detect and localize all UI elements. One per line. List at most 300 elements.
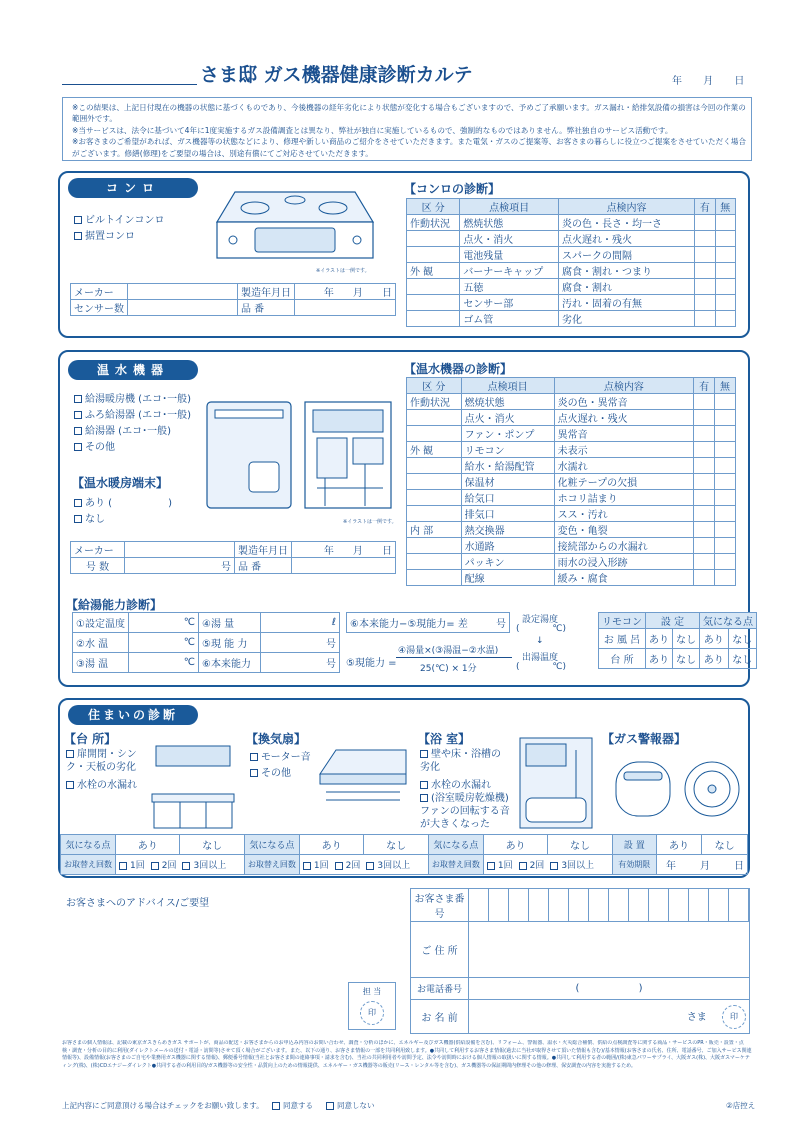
staff-seal[interactable]: 印 bbox=[360, 1001, 384, 1025]
wh-diag-row bbox=[407, 570, 736, 586]
wh-diag-cell bbox=[407, 426, 462, 442]
konro-sensor-field[interactable] bbox=[128, 300, 238, 316]
wh-diag-row bbox=[407, 426, 736, 442]
checkbox-icon bbox=[250, 769, 258, 777]
customer-number-digit[interactable] bbox=[669, 889, 689, 921]
replace-option-label: 1回 bbox=[130, 861, 145, 871]
wh-diag-cell bbox=[407, 410, 462, 426]
kitchen-item-1[interactable]: 扉開閉・シンク・天板の劣化 bbox=[66, 749, 137, 773]
capacity-label: ⑤現 能 力 bbox=[199, 633, 261, 653]
replace-option[interactable] bbox=[303, 861, 329, 871]
home-replace-options[interactable] bbox=[299, 855, 428, 875]
home-concern-label: 気になる点 bbox=[244, 835, 299, 855]
alarm-install-no[interactable]: なし bbox=[702, 835, 748, 855]
wh-diag-cell: 異常音 bbox=[554, 426, 694, 442]
temp-arrow-icon: ↓ bbox=[536, 636, 544, 646]
capacity-formula-num: ④湯量×(③湯温−②水温) bbox=[398, 646, 499, 656]
water-heater-diag-table bbox=[406, 377, 736, 586]
note-3: ※お客さまのご希望があれば、ガス機器等の状態などにより、修理や新しい商品のご紹介をさせていただきます。また電気・ガスのご提案等、お客さまの暮らしに役立つご提案をさせていただく場合がございます。修繕(修理)をご要望の場合は、別途有償にてご対応させていただきます。 bbox=[72, 137, 746, 158]
konro-diag-yes-check[interactable] bbox=[695, 295, 715, 311]
header-date: 年 月 日 bbox=[672, 76, 745, 87]
wh-diag-cell bbox=[407, 570, 462, 586]
remote-option[interactable]: あり bbox=[700, 629, 729, 649]
capacity-value[interactable]: ℃ bbox=[129, 653, 199, 673]
customer-number-field[interactable] bbox=[469, 889, 750, 922]
replace-option-label: 2回 bbox=[529, 861, 545, 871]
konro-diag-cell: 腐食・割れ bbox=[559, 279, 695, 295]
wh-diag-yes-check[interactable] bbox=[694, 458, 715, 474]
header-name-line bbox=[62, 84, 197, 85]
konro-diag-no-check[interactable] bbox=[715, 311, 735, 327]
checkbox-icon bbox=[487, 862, 495, 870]
wh-mfg-field[interactable]: 年 月 日 bbox=[292, 542, 396, 558]
konro-diag-yes-check[interactable] bbox=[695, 263, 715, 279]
konro-option-builtin[interactable]: ビルトインコンロ bbox=[74, 211, 165, 226]
konro-diag-cell: 燃焼状態 bbox=[460, 215, 559, 231]
capacity-formula-den: 25(℃) × 1分 bbox=[420, 664, 477, 674]
staff-label: 担 当 bbox=[362, 987, 382, 996]
replace-option-label: 3回以上 bbox=[561, 861, 595, 871]
capacity-value[interactable]: ℓ bbox=[261, 613, 340, 633]
formula-divider bbox=[396, 657, 512, 658]
konro-diag-row bbox=[407, 295, 736, 311]
customer-number-digit[interactable] bbox=[469, 889, 489, 921]
checkbox-icon bbox=[74, 216, 82, 224]
konro-diag-cell: 劣化 bbox=[559, 311, 695, 327]
replace-option-label: 3回以上 bbox=[377, 861, 411, 871]
konro-diag-cell: バーナーキャップ bbox=[460, 263, 559, 279]
wh-diag-cell: ホコリ詰まり bbox=[554, 490, 694, 506]
wh-diag-no-check[interactable] bbox=[715, 538, 736, 554]
wh-diag-header-row bbox=[407, 378, 736, 394]
konro-maker-field[interactable] bbox=[128, 284, 238, 300]
remote-option[interactable]: なし bbox=[673, 629, 700, 649]
home-concern-yes[interactable]: あり bbox=[299, 835, 363, 855]
wh-diag-row bbox=[407, 442, 736, 458]
konro-info-table bbox=[70, 283, 396, 316]
wh-diag-yes-check[interactable] bbox=[694, 538, 715, 554]
wh-diag-cell: 接続部からの水漏れ bbox=[554, 538, 694, 554]
set-temp-field[interactable]: ( ℃) bbox=[516, 624, 566, 634]
wh-diag-yes-check[interactable] bbox=[694, 442, 715, 458]
wh-diag-cell bbox=[407, 554, 462, 570]
bath-item-1[interactable]: 壁や床・浴槽の劣化 bbox=[420, 749, 501, 773]
wh-diag-yes-check[interactable] bbox=[694, 410, 715, 426]
konro-illustration-note: ※イラストは一例です。 bbox=[316, 268, 370, 274]
kitchen-item-2[interactable]: 水栓の水漏れ bbox=[66, 776, 137, 791]
remote-option[interactable]: あり bbox=[700, 649, 729, 669]
wh-diag-cell: 水通路 bbox=[461, 538, 554, 554]
capacity-label: ②水 温 bbox=[73, 633, 129, 653]
customer-number-digit[interactable] bbox=[709, 889, 729, 921]
konro-diag-table bbox=[406, 198, 736, 327]
konro-diag-no-check[interactable] bbox=[715, 231, 735, 247]
out-temp-field[interactable]: ( ℃) bbox=[516, 662, 566, 672]
wh-diag-no-check[interactable] bbox=[715, 570, 736, 586]
capacity-title: 【給湯能力診断】 bbox=[66, 598, 163, 612]
wh-diag-row bbox=[407, 394, 736, 410]
customer-number-digit[interactable] bbox=[529, 889, 549, 921]
wh-diag-row bbox=[407, 554, 736, 570]
shop-copy-label: ②店控え bbox=[726, 1101, 756, 1110]
konro-diag-cell: 点火遅れ・残火 bbox=[559, 231, 695, 247]
wh-diag-cell: 水濡れ bbox=[554, 458, 694, 474]
konro-mfg-field[interactable]: 年 月 日 bbox=[295, 284, 396, 300]
konro-diag-cell: 外 観 bbox=[407, 263, 460, 279]
wh-diag-cell: 熱交換器 bbox=[461, 522, 554, 538]
konro-diag-no-check[interactable] bbox=[715, 295, 735, 311]
customer-name-field[interactable]: さま 印 bbox=[469, 1000, 750, 1034]
water-heater-option-label: その他 bbox=[85, 442, 115, 453]
konro-diag-cell: 炎の色・長さ・均一さ bbox=[559, 215, 695, 231]
replace-option[interactable] bbox=[366, 861, 410, 871]
checkbox-icon bbox=[74, 499, 82, 507]
wh-diag-cell: 内 部 bbox=[407, 522, 462, 538]
wh-number-field[interactable]: 号 bbox=[125, 558, 235, 574]
wh-diag-cell: 作動状況 bbox=[407, 394, 462, 410]
konro-diag-cell: 点火・消火 bbox=[460, 231, 559, 247]
wh-diag-cell: 炎の色・異常音 bbox=[554, 394, 694, 410]
notes bbox=[72, 102, 752, 159]
wh-diag-yes-check[interactable] bbox=[694, 394, 715, 410]
wh-maker-label: メーカー bbox=[71, 542, 125, 558]
home-replace-row bbox=[61, 855, 748, 875]
konro-diag-yes-check[interactable] bbox=[695, 247, 715, 263]
wh-diag-cell: 点火・消火 bbox=[461, 410, 554, 426]
capacity-row bbox=[73, 653, 340, 673]
home-concern-yes[interactable]: あり bbox=[483, 835, 547, 855]
wh-diag-no-check[interactable] bbox=[715, 554, 736, 570]
checkbox-icon bbox=[74, 411, 82, 419]
customer-number-digit[interactable] bbox=[729, 889, 749, 921]
home-concern-no[interactable]: なし bbox=[180, 835, 244, 855]
checkbox-icon bbox=[74, 515, 82, 523]
wh-mfg-label: 製造年月日 bbox=[235, 542, 292, 558]
alarm-expiry-field[interactable] bbox=[656, 855, 747, 875]
terminal-option-yes[interactable]: あり ( ) bbox=[74, 494, 172, 509]
staff-box bbox=[348, 982, 396, 1030]
wh-diag-cell: パッキン bbox=[461, 554, 554, 570]
konro-diag-row bbox=[407, 279, 736, 295]
wh-diag-cell: 雨水の浸入形跡 bbox=[554, 554, 694, 570]
home-concern-label: 気になる点 bbox=[428, 835, 483, 855]
remote-header-cell: 設 定 bbox=[646, 613, 700, 629]
capacity-row bbox=[73, 633, 340, 653]
wh-diag-no-check[interactable] bbox=[715, 458, 736, 474]
wh-diag-cell: 排気口 bbox=[461, 506, 554, 522]
konro-model-label: 品 番 bbox=[238, 300, 295, 316]
checkbox-icon bbox=[119, 862, 127, 870]
konro-diag-no-check[interactable] bbox=[715, 279, 735, 295]
konro-sensor-label: センサー数 bbox=[71, 300, 128, 316]
replace-option-label: 3回以上 bbox=[193, 861, 227, 871]
replace-option[interactable] bbox=[151, 861, 177, 871]
replace-option[interactable] bbox=[182, 861, 226, 871]
water-heater-option-label: 給湯器 (エコ･一般) bbox=[85, 426, 171, 437]
home-concern-no[interactable]: なし bbox=[364, 835, 428, 855]
home-label: 住まいの診断 bbox=[68, 705, 198, 725]
alarm-install-yes[interactable]: あり bbox=[656, 835, 702, 855]
capacity-label: ⑥本来能力 bbox=[199, 653, 261, 673]
customer-phone-field[interactable]: ( ) bbox=[469, 978, 750, 1000]
wh-diag-header-cell: 無 bbox=[715, 378, 736, 394]
konro-diag-yes-check[interactable] bbox=[695, 311, 715, 327]
konro-diag-no-check[interactable] bbox=[715, 247, 735, 263]
customer-number-digit[interactable] bbox=[589, 889, 609, 921]
wh-model-field[interactable] bbox=[292, 558, 396, 574]
wh-diag-cell: 点火遅れ・残火 bbox=[554, 410, 694, 426]
wh-diag-cell: 外 観 bbox=[407, 442, 462, 458]
home-concern-row bbox=[61, 835, 748, 855]
konro-label: コンロ bbox=[68, 178, 198, 198]
wh-diag-header-cell: 点検項目 bbox=[461, 378, 554, 394]
wh-diag-no-check[interactable] bbox=[715, 442, 736, 458]
wh-diag-cell: 燃焼状態 bbox=[461, 394, 554, 410]
wh-diag-no-check[interactable] bbox=[715, 426, 736, 442]
remote-label: 台 所 bbox=[599, 649, 646, 669]
expiry-month: 月 bbox=[700, 861, 710, 872]
wh-diag-row bbox=[407, 506, 736, 522]
checkbox-icon bbox=[303, 862, 311, 870]
konro-diag-cell bbox=[407, 295, 460, 311]
checkbox-icon bbox=[420, 794, 428, 802]
home-replace-options[interactable] bbox=[483, 855, 612, 875]
home-concern-no[interactable]: なし bbox=[548, 835, 612, 855]
wh-diag-no-check[interactable] bbox=[715, 522, 736, 538]
remote-table bbox=[598, 612, 757, 669]
range-hood-illustration-icon bbox=[316, 744, 408, 824]
wh-diag-yes-check[interactable] bbox=[694, 506, 715, 522]
konro-diag-row bbox=[407, 247, 736, 263]
wh-diag-cell bbox=[407, 474, 462, 490]
wh-diag-yes-check[interactable] bbox=[694, 490, 715, 506]
water-heater-option[interactable] bbox=[74, 438, 115, 453]
replace-option[interactable] bbox=[119, 861, 145, 871]
customer-number-digit[interactable] bbox=[689, 889, 709, 921]
replace-option-label: 2回 bbox=[345, 861, 361, 871]
checkbox-icon bbox=[74, 395, 82, 403]
water-heater-option[interactable] bbox=[74, 406, 191, 421]
set-temp-label: 設定湯度 bbox=[522, 615, 559, 625]
checkbox-icon bbox=[550, 862, 558, 870]
wh-diag-cell: 化粧テープの欠損 bbox=[554, 474, 694, 490]
wh-diag-cell bbox=[407, 506, 462, 522]
terminal-title: 【温水暖房端末】 bbox=[72, 476, 169, 490]
konro-diag-header-cell: 点検内容 bbox=[559, 199, 695, 215]
page-title: さま邸 ガス機器健康診断カルテ bbox=[200, 64, 473, 86]
wh-diag-cell: 給水・給湯配管 bbox=[461, 458, 554, 474]
konro-diag-yes-check[interactable] bbox=[695, 279, 715, 295]
alarm-title: 【ガス警報器】 bbox=[602, 732, 687, 746]
checkbox-icon bbox=[74, 443, 82, 451]
terminal-option-no[interactable]: なし bbox=[74, 510, 105, 525]
remote-option[interactable]: なし bbox=[728, 629, 757, 649]
wh-diag-header-cell: 有 bbox=[694, 378, 715, 394]
water-heater-option-label: ふろ給湯器 (エコ･一般) bbox=[85, 410, 191, 421]
note-2: ※当サービスは、法令に基づいて4年に1度実施するガス設備調査とは異なり、弊社が独自に実施しているもので、強制的なものではありません。弊社独自のサービス活動です。 bbox=[72, 125, 673, 135]
note-1: ※この結果は、上記日付現在の機器の状態に基づくものであり、今後機器の経年劣化により状態が変化する場合もございますので、予めご了承願います。ガス漏れ・給排気設備の損害は今回の作業の範囲外です。 bbox=[72, 103, 746, 124]
konro-diag-no-check[interactable] bbox=[715, 263, 735, 279]
customer-number-label: お客さま番 号 bbox=[411, 889, 469, 922]
checkbox-icon bbox=[74, 427, 82, 435]
alarm-expiry-label: 有効期限 bbox=[612, 855, 656, 875]
customer-number-digit[interactable] bbox=[509, 889, 529, 921]
capacity-value[interactable]: ℃ bbox=[129, 633, 199, 653]
water-heater-illustration-icon bbox=[205, 398, 395, 516]
wh-diag-cell: 緩み・腐食 bbox=[554, 570, 694, 586]
konro-diag-cell: 電池残量 bbox=[460, 247, 559, 263]
water-heater-option[interactable] bbox=[74, 390, 191, 405]
konro-diag-cell: スパークの間隔 bbox=[559, 247, 695, 263]
capacity-value[interactable]: ℃ bbox=[129, 613, 199, 633]
wh-diag-cell bbox=[407, 458, 462, 474]
consent-agree[interactable]: 同意する bbox=[272, 1100, 313, 1111]
wh-diag-yes-check[interactable] bbox=[694, 522, 715, 538]
remote-option[interactable]: なし bbox=[673, 649, 700, 669]
checkbox-icon bbox=[366, 862, 374, 870]
wh-diag-yes-check[interactable] bbox=[694, 426, 715, 442]
privacy-fine-print: お客さまの個人情報は、記載の東京ガスきらめきガス サポートが、商品の配送・お客さまからのお申込み内容のお問い合わせ、調査・分析のほかに、エネルギー及びガス機器(供給設備を含む)、リフォーム、警報器、温水・火災総合補償、供給の点検調査等に関する商品・サービスのPR・販売・設置・点検・調査・分析の目的に利用(ダイレクトメールの送付・電話・訪問等)させて頂く場合がございます。また、以下の通り、お客さま情報の一部を共同利用致します。●共同して利用するお客さま情報(過去に当社が取得させて頂いた情報も含む)/基本情報(お客さまの氏名、住所、電話番号、ご加入サービス関連情報等)、設備情報(お客さまのご自宅や業務用ガス機器に関する情報)、郵便番号情報(当社とお客さま間の連絡事項・請求を含む)、当社の共同利用者や訪問予定、法令や訪問時における個人情報の取扱いに関する情報。●共同して利用する者の範囲/(株)東急パワーサプライ、大阪ガス(株)、大阪ガスマーケティング(株)、(株)CDエナジーダイレクト●共同する者の利用目的/ガス機器等の安全性・品質向上のための情報提供、エネルギー・ガス機器等の販売(リース・レンタル等を含む)、ガス機器等の保証期間内修理その他の修理、保安調査の内容を実施するため。 bbox=[62, 1040, 752, 1069]
checkbox-icon bbox=[250, 753, 258, 761]
customer-number-digit[interactable] bbox=[549, 889, 569, 921]
wh-diag-no-check[interactable] bbox=[715, 474, 736, 490]
customer-phone-label: お電話番号 bbox=[411, 978, 469, 1000]
consent-disagree[interactable]: 同意しない bbox=[326, 1100, 375, 1111]
customer-address-field[interactable] bbox=[469, 922, 750, 978]
wh-diag-row bbox=[407, 538, 736, 554]
customer-number-digit[interactable] bbox=[609, 889, 629, 921]
remote-option[interactable]: なし bbox=[728, 649, 757, 669]
konro-diag-row bbox=[407, 215, 736, 231]
konro-diag-cell: 腐食・割れ・つまり bbox=[559, 263, 695, 279]
konro-diag-no-check[interactable] bbox=[715, 215, 735, 231]
customer-table bbox=[410, 888, 750, 1034]
wh-diag-header-cell: 点検内容 bbox=[554, 378, 694, 394]
wh-diag-row bbox=[407, 522, 736, 538]
replace-option-label: 1回 bbox=[497, 861, 513, 871]
wh-model-label: 品 番 bbox=[235, 558, 292, 574]
konro-diag-row bbox=[407, 231, 736, 247]
expiry-day: 日 bbox=[734, 861, 744, 872]
replace-option[interactable] bbox=[335, 861, 361, 871]
remote-header-row bbox=[599, 613, 757, 629]
customer-number-digit[interactable] bbox=[569, 889, 589, 921]
konro-diag-cell: 五徳 bbox=[460, 279, 559, 295]
capacity-row bbox=[73, 613, 340, 633]
wh-diag-yes-check[interactable] bbox=[694, 570, 715, 586]
home-replace-label: お取替え回数 bbox=[244, 855, 299, 875]
bathroom-illustration-icon bbox=[518, 736, 594, 830]
customer-number-digit[interactable] bbox=[489, 889, 509, 921]
alarm-install-label: 設 置 bbox=[612, 835, 656, 855]
konro-diag-cell bbox=[407, 247, 460, 263]
customer-number-digit[interactable] bbox=[649, 889, 669, 921]
customer-number-digit[interactable] bbox=[629, 889, 649, 921]
konro-diag-cell bbox=[407, 279, 460, 295]
fan-item-2[interactable]: その他 bbox=[250, 764, 291, 779]
konro-diag-cell: 作動状況 bbox=[407, 215, 460, 231]
water-heater-option[interactable] bbox=[74, 422, 171, 437]
home-replace-label: お取替え回数 bbox=[428, 855, 483, 875]
checkbox-icon bbox=[66, 750, 74, 758]
capacity-diff-field[interactable]: ⑥本来能力−⑤現能力= 差 号 bbox=[347, 613, 510, 633]
capacity-value[interactable]: 号 bbox=[261, 633, 340, 653]
customer-seal[interactable]: 印 bbox=[722, 1005, 746, 1029]
wh-diag-header-cell: 区 分 bbox=[407, 378, 462, 394]
capacity-label: ①設定温度 bbox=[73, 613, 129, 633]
konro-diag-row bbox=[407, 311, 736, 327]
wh-diag-cell: 変色・亀裂 bbox=[554, 522, 694, 538]
checkbox-icon bbox=[182, 862, 190, 870]
home-concern-yes[interactable]: あり bbox=[116, 835, 180, 855]
replace-option[interactable] bbox=[487, 861, 513, 871]
kitchen-title: 【台 所】 bbox=[64, 732, 117, 746]
checkbox-icon bbox=[272, 1102, 280, 1110]
replace-option[interactable] bbox=[550, 861, 594, 871]
konro-diag-header-cell: 区 分 bbox=[407, 199, 460, 215]
bath-item-2[interactable]: 水栓の水漏れ bbox=[420, 776, 491, 791]
water-heater-illustration-note: ※イラストは一例です。 bbox=[343, 519, 397, 525]
wh-diag-cell: スス・汚れ bbox=[554, 506, 694, 522]
remote-header-cell: 気になる点 bbox=[700, 613, 757, 629]
wh-diag-yes-check[interactable] bbox=[694, 474, 715, 490]
capacity-label: ③湯 温 bbox=[73, 653, 129, 673]
remote-label: お 風 呂 bbox=[599, 629, 646, 649]
konro-model-field[interactable] bbox=[295, 300, 396, 316]
wh-diag-no-check[interactable] bbox=[715, 394, 736, 410]
capacity-diff-table bbox=[346, 612, 510, 633]
capacity-value[interactable]: 号 bbox=[261, 653, 340, 673]
water-heater-diag-title: 【温水機器の診断】 bbox=[404, 362, 513, 376]
checkbox-icon bbox=[420, 781, 428, 789]
advice-label: お客さまへのアドバイス/ご要望 bbox=[66, 898, 210, 909]
remote-row bbox=[599, 629, 757, 649]
wh-diag-no-check[interactable] bbox=[715, 410, 736, 426]
wh-diag-no-check[interactable] bbox=[715, 506, 736, 522]
wh-diag-no-check[interactable] bbox=[715, 490, 736, 506]
remote-option[interactable]: あり bbox=[646, 649, 673, 669]
wh-maker-field[interactable] bbox=[125, 542, 235, 558]
replace-option[interactable] bbox=[519, 861, 545, 871]
consent-text: 上記内容にご同意頂ける場合はチェックをお願い致します。 bbox=[62, 1101, 264, 1110]
home-replace-options[interactable] bbox=[116, 855, 245, 875]
bath-item-3[interactable]: (浴室暖房乾燥機) ファンの回転する音が大きくなった bbox=[420, 793, 510, 830]
konro-mfg-label: 製造年月日 bbox=[238, 284, 295, 300]
wh-diag-cell: リモコン bbox=[461, 442, 554, 458]
water-heater-option-label: 給湯暖房機 (エコ･一般) bbox=[85, 394, 191, 405]
konro-diag-header-cell: 有 bbox=[695, 199, 715, 215]
kitchen-illustration-icon bbox=[150, 742, 236, 830]
konro-option-standing[interactable]: 据置コンロ bbox=[74, 227, 135, 242]
water-heater-label: 温水機器 bbox=[68, 360, 198, 380]
gas-alarm-illustration-icon bbox=[612, 756, 742, 822]
konro-diag-header-row bbox=[407, 199, 736, 215]
remote-option[interactable]: あり bbox=[646, 629, 673, 649]
konro-diag-yes-check[interactable] bbox=[695, 231, 715, 247]
wh-number-label: 号 数 bbox=[71, 558, 125, 574]
remote-header-cell: リモコン bbox=[599, 613, 646, 629]
wh-diag-yes-check[interactable] bbox=[694, 554, 715, 570]
konro-diag-header-cell: 無 bbox=[715, 199, 735, 215]
konro-diag-yes-check[interactable] bbox=[695, 215, 715, 231]
konro-diag-cell bbox=[407, 311, 460, 327]
konro-maker-label: メーカー bbox=[71, 284, 128, 300]
remote-row bbox=[599, 649, 757, 669]
wh-diag-cell: 配線 bbox=[461, 570, 554, 586]
konro-diag-title: 【コンロの診断】 bbox=[404, 182, 501, 196]
fan-item-1[interactable]: モーター音 bbox=[250, 748, 311, 763]
konro-illustration-icon bbox=[215, 186, 375, 264]
